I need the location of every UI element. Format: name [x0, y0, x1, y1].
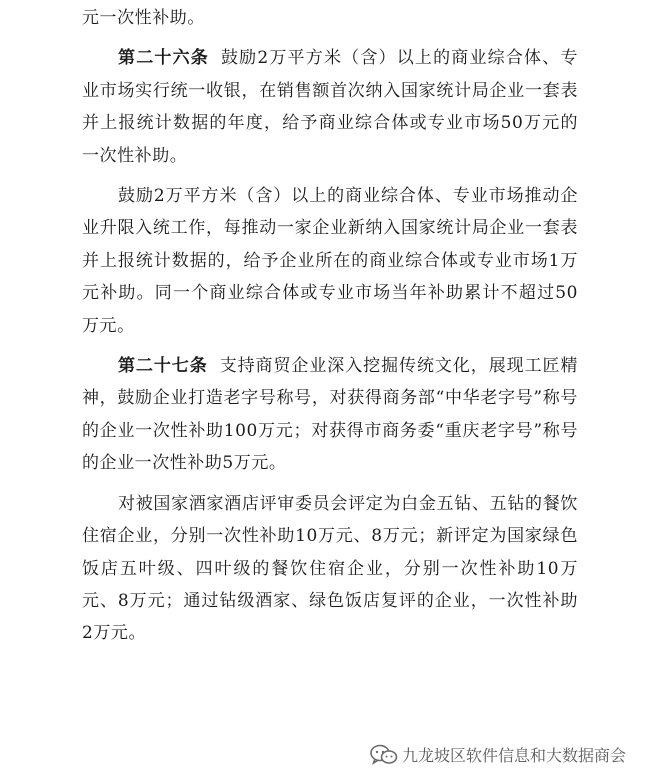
paragraph-text: 鼓励2万平方米（含）以上的商业综合体、专业市场实行统一收银，在销售额首次纳入国家统计局企业一套表并上报统计数据的年度，给予商业综合体或专业市场50万元的一次性补助。 [82, 48, 578, 166]
paragraph-text: 元一次性补助。 [82, 8, 205, 28]
article-number: 第二十六条 [118, 48, 209, 69]
article-number: 第二十七条 [118, 356, 208, 377]
watermark-text: 九龙坡区软件信息和大数据商会 [401, 746, 626, 765]
paragraph-article-26-part-2 [82, 180, 578, 342]
wechat-icon [370, 744, 398, 766]
paragraph-text: 鼓励2万平方米（含）以上的商业综合体、专业市场推动企业升限入统工作，每推动一家企业新纳入国家统计局企业一套表并上报统计数据的，给予企业所在的商业综合体或专业市场1万元补助。同一个商业综合体或专业市场当年补助累计不超过50万元。 [82, 186, 578, 336]
paragraph-article-27-part-2 [82, 488, 578, 650]
wechat-watermark [370, 743, 626, 766]
document-body [82, 2, 578, 650]
paragraph-article-27 [82, 350, 578, 480]
paragraph-text: 支持商贸企业深入挖掘传统文化，展现工匠精神，鼓励企业打造老字号称号，对获得商务部“中华老字号”称号的企业一次性补助100万元；对获得市商务委“重庆老字号”称号的企业一次性补助5万元。 [82, 356, 579, 474]
paragraph-text: 对被国家酒家酒店评审委员会评定为白金五钻、五钻的餐饮住宿企业，分别一次性补助10万元、8万元；新评定为国家绿色饭店五叶级、四叶级的餐饮住宿企业，分别一次性补助10万元、8万元；通过钻级酒家、绿色饭店复评的企业，一次性补助2万元。 [82, 493, 578, 644]
paragraph-continuation [82, 2, 578, 34]
paragraph-article-26 [82, 42, 578, 172]
